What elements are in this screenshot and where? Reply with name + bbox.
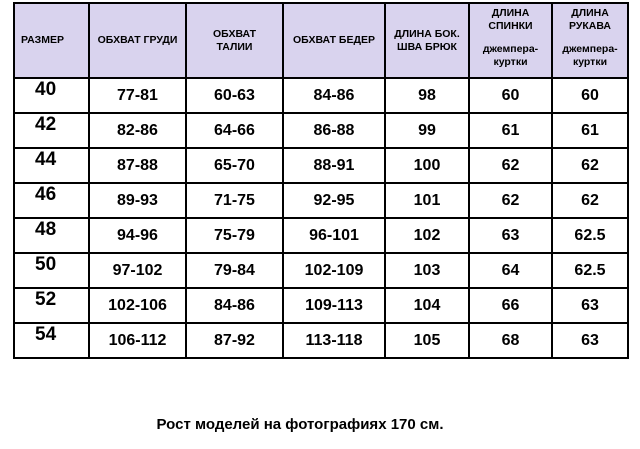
table-row [14, 218, 628, 253]
back-cell: 63 [469, 218, 552, 253]
header-trouser-line2: ШВА БРЮК [397, 40, 457, 53]
back-cell: 62 [469, 183, 552, 218]
waist-cell: 60-63 [186, 78, 283, 113]
hips-cell: 109-113 [283, 288, 385, 323]
waist-cell: 65-70 [186, 148, 283, 183]
header-waist-line1: ОБХВАТ [213, 27, 256, 40]
table-row [14, 323, 628, 358]
hips-cell: 84-86 [283, 78, 385, 113]
header-sleeve-sub [553, 43, 627, 69]
header-hips [283, 3, 385, 78]
header-back-line2: СПИНКИ [488, 20, 533, 32]
header-back-length [469, 3, 552, 78]
waist-cell: 87-92 [186, 323, 283, 358]
size-cell: 54 [14, 323, 89, 358]
sleeve-cell: 63 [552, 323, 628, 358]
waist-cell: 64-66 [186, 113, 283, 148]
header-waist [186, 3, 283, 78]
size-cell: 50 [14, 253, 89, 288]
sleeve-cell: 63 [552, 288, 628, 323]
trouser-cell: 100 [385, 148, 469, 183]
table-row [14, 183, 628, 218]
header-trouser-length [385, 3, 469, 78]
trouser-cell: 105 [385, 323, 469, 358]
hips-cell: 92-95 [283, 183, 385, 218]
hips-cell: 88-91 [283, 148, 385, 183]
sleeve-cell: 62 [552, 183, 628, 218]
chest-cell: 97-102 [89, 253, 186, 288]
back-cell: 64 [469, 253, 552, 288]
back-cell: 62 [469, 148, 552, 183]
trouser-cell: 101 [385, 183, 469, 218]
waist-cell: 79-84 [186, 253, 283, 288]
back-cell: 68 [469, 323, 552, 358]
header-back-line1: ДЛИНА [491, 7, 530, 19]
size-cell: 52 [14, 288, 89, 323]
header-sleeve-line1: ДЛИНА [571, 7, 609, 19]
sleeve-cell: 62.5 [552, 253, 628, 288]
table-row [14, 148, 628, 183]
sleeve-cell: 62 [552, 148, 628, 183]
size-cell: 44 [14, 148, 89, 183]
table-row [14, 253, 628, 288]
header-waist-line2: ТАЛИИ [216, 40, 253, 53]
chest-cell: 102-106 [89, 288, 186, 323]
trouser-cell: 103 [385, 253, 469, 288]
header-hips-label: ОБХВАТ БЕДЕР [293, 34, 375, 46]
chest-cell: 94-96 [89, 218, 186, 253]
sleeve-cell: 60 [552, 78, 628, 113]
header-sleeve-sub-line2: куртки [572, 56, 608, 68]
trouser-cell: 104 [385, 288, 469, 323]
header-chest [89, 3, 186, 78]
hips-cell: 96-101 [283, 218, 385, 253]
table-row [14, 78, 628, 113]
hips-cell: 86-88 [283, 113, 385, 148]
chest-cell: 106-112 [89, 323, 186, 358]
chest-cell: 87-88 [89, 148, 186, 183]
header-chest-label: ОБХВАТ ГРУДИ [97, 34, 178, 46]
table-body [14, 78, 628, 358]
header-row [14, 3, 628, 78]
back-cell: 61 [469, 113, 552, 148]
model-height-note: Рост моделей на фотографиях 170 см. [156, 416, 444, 433]
back-cell: 66 [469, 288, 552, 323]
waist-cell: 84-86 [186, 288, 283, 323]
header-back-sub [470, 43, 551, 69]
chest-cell: 89-93 [89, 183, 186, 218]
chest-cell: 82-86 [89, 113, 186, 148]
back-cell: 60 [469, 78, 552, 113]
sleeve-cell: 61 [552, 113, 628, 148]
header-back-sub-line1: джемпера- [482, 43, 539, 55]
header-sleeve-sub-line1: джемпера- [562, 43, 618, 55]
trouser-cell: 102 [385, 218, 469, 253]
header-size-label: РАЗМЕР [21, 34, 64, 46]
table-header [14, 3, 628, 78]
trouser-cell: 99 [385, 113, 469, 148]
sleeve-cell: 62.5 [552, 218, 628, 253]
size-cell: 40 [14, 78, 89, 113]
table-row [14, 113, 628, 148]
size-cell: 46 [14, 183, 89, 218]
trouser-cell: 98 [385, 78, 469, 113]
header-trouser-line1: ДЛИНА БОК. [394, 27, 460, 40]
waist-cell: 71-75 [186, 183, 283, 218]
size-chart-table [13, 2, 629, 359]
table-row [14, 288, 628, 323]
size-cell: 42 [14, 113, 89, 148]
size-cell: 48 [14, 218, 89, 253]
hips-cell: 113-118 [283, 323, 385, 358]
header-size [14, 3, 89, 78]
chest-cell: 77-81 [89, 78, 186, 113]
header-sleeve-line2: РУКАВА [568, 20, 612, 32]
hips-cell: 102-109 [283, 253, 385, 288]
waist-cell: 75-79 [186, 218, 283, 253]
header-back-sub-line2: куртки [493, 56, 528, 68]
header-sleeve-length [552, 3, 628, 78]
